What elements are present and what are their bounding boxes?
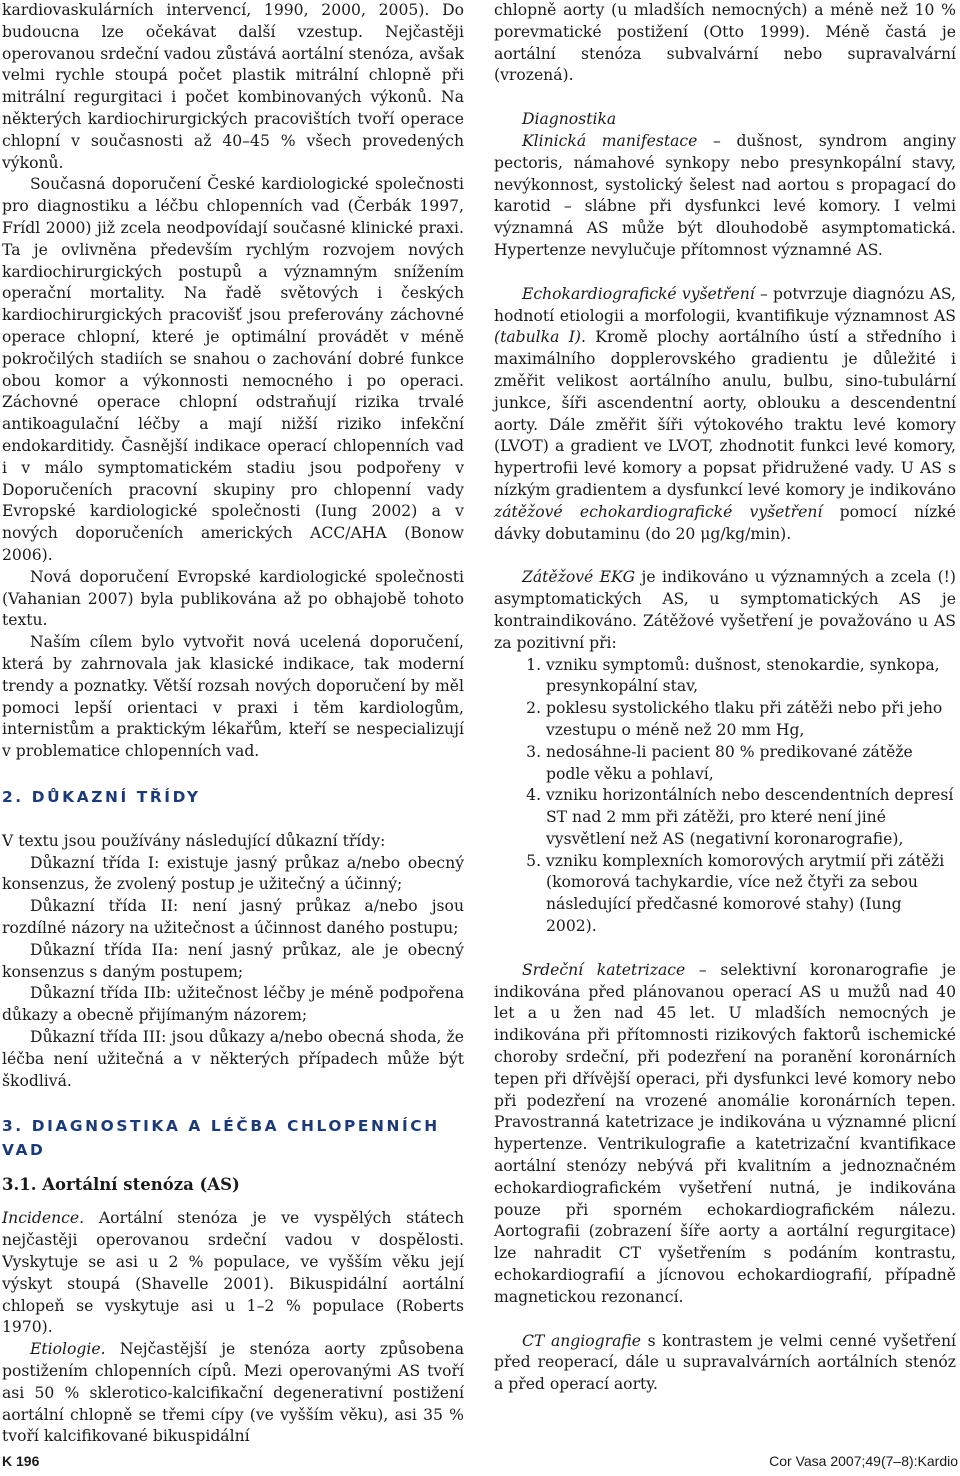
evidence-class-item: Důkazní třída IIb: užitečnost léčby je méně podpořena důkazy a obecně přijímaným názorem; [2, 984, 464, 1025]
stress-ekg-text: je indikováno u významných a zcela (!) asymptomatických AS, u symptomatických AS je kontraindikováno. Zátěžové vyšetření je považováno u AS za pozitivní při: [494, 568, 957, 652]
diagnostics-heading: Diagnostika [522, 110, 617, 129]
stress-ekg-label: Zátěžové EKG [522, 568, 636, 587]
evidence-class-item: Důkazní třída III: jsou důkazy a/nebo obecná shoda, že léčba není užitečná a v některých případech může být škodlivá. [2, 1028, 464, 1090]
clinical-paragraph [494, 131, 956, 262]
table-reference: (tabulka I) [494, 328, 581, 347]
catheterization-paragraph [494, 960, 956, 1309]
subsection-heading-aortic-stenosis: 3.1. Aortální stenóza (AS) [2, 1175, 240, 1195]
echo-text: pomocí nízké dávky dobutaminu (do 20 μg/kg/min). [494, 502, 956, 543]
etiology-label: Etiologie. [30, 1340, 106, 1359]
ct-angiography-paragraph [494, 1331, 956, 1396]
clinical-label: Klinická manifestace [522, 131, 698, 150]
section-heading-evidence-classes: 2. DŮKAZNÍ TŘÍDY [2, 787, 201, 806]
evidence-class-item: Důkazní třída II: není jasný průkaz a/nebo jsou rozdílné názory na užitečnost a účinnost daného postupu; [2, 897, 464, 938]
list-item: 2. poklesu systolického tlaku při zátěži nebo při jeho vzestupu o méně než 20 mm Hg, [546, 698, 956, 742]
incidence-label: Incidence. [2, 1209, 85, 1228]
echo-text: – potvrzuje diagnózu AS, hodnotí etiologii a morfologii, kvantifikuje významnost AS [494, 284, 957, 325]
echo-text: . Kromě plochy aortálního ústí a středního i maximálního dopplerovského gradientu je důležité i změřit velikost aortálního anulu, bulbu, sino-tubulární junkce, šíři ascendentní aorty, oblouku a descendentní aorty. Dále změřit šíři výtokového traktu levé komory (LVOT) a gradient ve LVOT, zhodnotit funkci levé komory, hypertrofii levé komory a popsat přidružené vady. U AS s nízkým gradientem a dysfunkcí levé komory je indikováno [494, 328, 956, 499]
evidence-class-item: Důkazní třída I: existuje jasný průkaz a/nebo obecný konsenzus, že zvolený postup je užitečný a účinný; [2, 853, 464, 894]
etiology-text: Nejčastější je stenóza aorty způsobena postižením chlopenních cípů. Mezi operovanými AS tvoří asi 50 % sklerotico-kalcifikační degenerativní postižení aortální chlopně se třemi cípy (ve vyšším věku), asi 35 % tvoří kalcifikované bikuspidální [2, 1340, 464, 1446]
echo-label: Echokardiografické vyšetření [522, 284, 755, 303]
journal-citation: Cor Vasa 2007;49(7–8):Kardio [769, 1453, 958, 1469]
left-column [2, 0, 464, 1448]
incidence-paragraph [2, 1208, 464, 1339]
intro-paragraph-2: Současná doporučení České kardiologické společnosti pro diagnostiku a léčbu chlopenních vad (Čerbák 1997, Frídl 2000) již zcela neodpovídají současné klinické praxi. Ta je ovlivněna především rychlým rozvojem nových kardiochirurgických postupů a významným snížením operační mortality. Na řadě světových i českých kardiochirurgických pracovišť jsou preferovány záchovné operace chlopní, které je optimální provádět v méně pokročilých stadiích se snahou o zachování dobré funkce obou komor a výkonnosti nemocného i po operaci. Záchovné operace chlopní odstraňují rizika trvalé antikoagulační léčby a mají nižší riziko infekční endokarditidy. Časnější indikace operací chlopenních vad i v málo symptomatickém stadiu jsou podpořeny v Doporučeních pracovní skupiny pro chlopenní vady Evropské kardiologické společnosti (Iung 2002) a v nových doporučeních amerických ACC/AHA (Bonow 2006). [2, 175, 464, 564]
right-column [494, 0, 956, 1396]
intro-paragraph-3: Nová doporučení Evropské kardiologické společnosti (Vahanian 2007) byla publikována až po obhajobě tohoto textu. [2, 567, 464, 630]
positive-criteria-list [494, 655, 956, 938]
ct-angiography-text: s kontrastem je velmi cenné vyšetření před reoperací, dále u supravalvárních aortálních stenóz a před operací aorty. [494, 1331, 956, 1394]
stress-echo-label: zátěžové echokardiografické vyšetření [494, 502, 823, 521]
clinical-text: – dušnost, syndrom anginy pectoris, námahové synkopy nebo presynkopální stavy, nevýkonnost, systolický šelest nad aortou s propagací do karotid – slábne při dysfunkci levé komory. I velmi významná AS může být dlouhodobě asymptomatická. Hypertenze nevylučuje přítomnost významné AS. [494, 131, 957, 259]
page-footer [0, 1450, 960, 1472]
intro-paragraph-4: Naším cílem bylo vytvořit nová ucelená doporučení, která by zahrnovala jak klasické indikace, tak moderní trendy a poznatky. Větší rozsah nových doporučení by měl pomoci lepší orientaci v praxi i těm kardiologům, internistům a praktickým lékařům, kteří se nespecializují v problematice chlopenních vad. [2, 633, 464, 761]
echo-paragraph [494, 284, 956, 546]
stress-ekg-paragraph [494, 567, 956, 654]
etiology-paragraph [2, 1339, 464, 1448]
list-item: 3. nedosáhne-li pacient 80 % predikované zátěže podle věku a pohlaví, [546, 742, 956, 786]
catheterization-label: Srdeční katetrizace [522, 960, 686, 979]
evidence-class-item: Důkazní třída IIa: není jasný průkaz, ale je obecný konsenzus s daným postupem; [2, 940, 464, 981]
continuation-paragraph: chlopně aorty (u mladších nemocných) a méně než 10 % porevmatické postižení (Otto 1999). Méně častá je aortální stenóza subvalvární nebo supravalvární (vrozená). [494, 1, 956, 85]
section-heading-diagnostics-treatment: 3. DIAGNOSTIKA A LÉČBA CHLOPENNÍCH VAD [2, 1117, 440, 1160]
list-item: 1. vzniku symptomů: dušnost, stenokardie, synkopa, presynkopální stav, [546, 655, 956, 699]
evidence-classes-intro: V textu jsou používány následující důkazní třídy: [2, 831, 386, 850]
incidence-text: Aortální stenóza je ve vyspělých státech nejčastěji operovanou srdeční vadou v dospělosti. Vyskytuje se asi u 2 % populace, ve vyšším věku její výskyt stoupá (Shavelle 2001). Bikuspidální aortální chlopeň se vyskytuje asi u 1–2 % populace (Roberts 1970). [2, 1209, 464, 1337]
page-number: K 196 [2, 1453, 40, 1469]
ct-angiography-label: CT angiografie [522, 1331, 642, 1350]
list-item: 5. vzniku komplexních komorových arytmií při zátěži (komorová tachykardie, více než čtyři za sebou následující předčasné komorové stahy) (Iung 2002). [546, 851, 956, 938]
list-item: 4. vzniku horizontálních nebo descendentních depresí ST nad 2 mm při zátěži, pro které není jiné vysvětlení než AS (negativní koronarografie), [546, 785, 956, 850]
catheterization-text: – selektivní koronarografie je indikována před plánovanou operací AS u mužů nad 40 let a u žen nad 45 let. U mladších nemocných je indikována při přítomnosti rizikových faktorů ischemické choroby srdeční, při podezření na poranění koronárních tepen při dřívější operaci, při dysfunkci levé komory nebo při podezření na vrozené anomálie koronárních tepen. Pravostranná katetrizace je indikována u významné plicní hypertenze. Ventrikulografie a katetrizační kvantifikace aortální stenózy nebývá při kvalitním a jednoznačném echokardiografickém vyšetření nutná, je indikována pouze při sporném echokardiografickém nálezu. Aortografii (zobrazení šíře aorty a aortální regurgitace) lze nahradit CT vyšetřením s podáním kontrastu, echokardiografií a jícnovou echokardiografií, případně magnetickou rezonancí. [494, 960, 956, 1306]
intro-paragraph-1: kardiovaskulárních intervencí, 1990, 2000, 2005). Do budoucna lze očekávat další vzestup. Nejčastěji operovanou srdeční vadou zůstává aortální stenóza, avšak velmi rychle stoupá počet plastik mitrální chlopně při mitrální regurgitaci i počet kombinovaných výkonů. Na některých kardiochirurgických pracovištích tvoří operace chlopní v současnosti až 40–45 % všech provedených výkonů. [2, 1, 464, 172]
